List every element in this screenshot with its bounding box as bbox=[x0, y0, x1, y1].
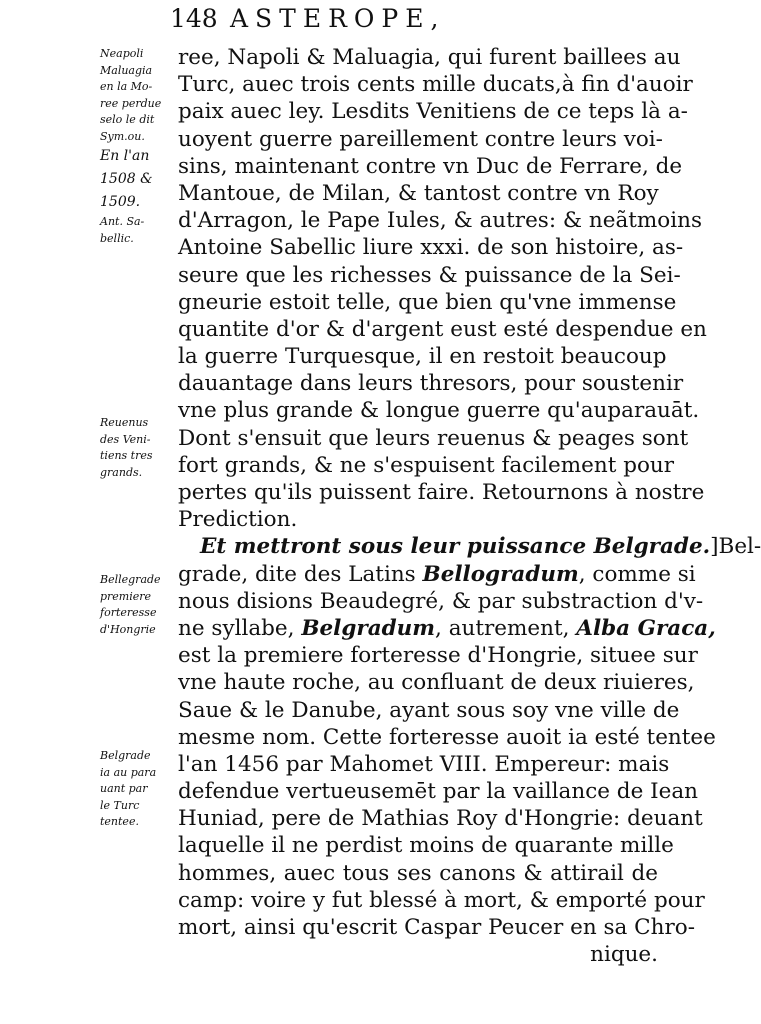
text-line: vne haute roche, au confluant de deux riuieres, bbox=[178, 670, 695, 696]
margin-line: grands. bbox=[100, 465, 143, 479]
text-line: fort grands, & ne s'espuisent facilement pour bbox=[178, 452, 675, 478]
body-text bbox=[178, 44, 761, 968]
text-line: est la premiere forteresse d'Hongrie, situee sur bbox=[178, 643, 698, 669]
margin-line: en la Mo- bbox=[100, 80, 153, 93]
margin-line: Reuenus bbox=[100, 416, 149, 429]
margin-line: tiens tres bbox=[100, 449, 153, 462]
text-line: la guerre Turquesque, il en restoit beaucoup bbox=[178, 344, 667, 370]
margin-line: En l'an bbox=[100, 148, 150, 164]
margin-line: d'Hongrie bbox=[100, 622, 156, 636]
latin-term: Bellogradum bbox=[422, 561, 579, 587]
margin-note-revenues bbox=[100, 415, 180, 481]
latin-term: Alba Graca, bbox=[576, 615, 716, 641]
margin-line: ree perdue bbox=[100, 96, 162, 110]
text-line: vne plus grande & longue guerre qu'auparauāt. bbox=[178, 398, 700, 424]
margin-line: Maluagia bbox=[100, 63, 153, 77]
margin-line: 1508 & bbox=[100, 171, 153, 187]
text-line: gneurie estoit telle, que bien qu'vne immense bbox=[178, 289, 677, 315]
margin-line: ia au para bbox=[100, 765, 157, 779]
text-line: paix auec ley. Lesdits Venitiens de ce teps là a- bbox=[178, 99, 688, 125]
text-line bbox=[178, 615, 716, 642]
page-header bbox=[170, 4, 670, 38]
text-line: Turc, auec trois cents mille ducats,à fin d'auoir bbox=[178, 72, 693, 98]
text-line: Antoine Sabellic liure xxxi. de son histoire, as- bbox=[178, 235, 684, 261]
page-number: 148 bbox=[170, 4, 218, 33]
margin-line: premiere bbox=[100, 589, 152, 603]
text-line: camp: voire y fut blessé à mort, & emporté pour bbox=[178, 887, 705, 913]
margin-line: des Veni- bbox=[100, 432, 151, 446]
text-line: mesme nom. Cette forteresse auoit ia esté tentee bbox=[178, 724, 716, 750]
section-lemma: Et mettront sous leur puissance Belgrade. bbox=[200, 534, 711, 560]
text-line: Saue & le Danube, ayant sous soy vne ville de bbox=[178, 697, 680, 723]
text-fragment: , comme si bbox=[578, 561, 696, 587]
text-line: laquelle il ne perdist moins de quarante mille bbox=[178, 833, 674, 859]
margin-line: uant par bbox=[100, 782, 148, 795]
text-line: d'Arragon, le Pape Iules, & autres: & neãtmoins bbox=[178, 208, 702, 234]
text-fragment: , autrement, bbox=[435, 615, 577, 641]
margin-line: tentee. bbox=[100, 815, 139, 828]
text-line: pertes qu'ils puissent faire. Retournons à nostre bbox=[178, 480, 705, 505]
text-line: defendue vertueusemēt par la vaillance de Iean bbox=[178, 779, 699, 805]
text-line: ree, Napoli & Maluagia, qui furent baillees au bbox=[178, 45, 681, 70]
text-line: l'an 1456 par Mahomet VIII. Empereur: mais bbox=[178, 751, 670, 777]
margin-line: Belgrade bbox=[100, 749, 151, 762]
text-line: quantite d'or & d'argent eust esté despendue en bbox=[178, 316, 707, 342]
margin-note-naples bbox=[100, 46, 180, 247]
text-line: nique. bbox=[590, 942, 658, 968]
text-fragment: grade, dite des Latins bbox=[178, 561, 423, 587]
margin-note-belgrade-attempt bbox=[100, 748, 180, 831]
text-line: Huniad, pere de Mathias Roy d'Hongrie: deuant bbox=[178, 806, 703, 832]
text-line: dauantage dans leurs thresors, pour soustenir bbox=[178, 371, 684, 397]
text-line: sins, maintenant contre vn Duc de Ferrare, de bbox=[178, 153, 683, 179]
text-line bbox=[178, 533, 761, 560]
margin-note-belgrade-fortress bbox=[100, 572, 180, 638]
text-fragment: ne syllabe, bbox=[178, 615, 302, 641]
margin-line: Neapoli bbox=[100, 47, 144, 60]
latin-term: Belgradum bbox=[301, 615, 436, 641]
text-line: hommes, auec tous ses canons & attirail de bbox=[178, 860, 658, 886]
text-line: nous disions Beaudegré, & par substraction d'v- bbox=[178, 588, 704, 614]
margin-line: bellic. bbox=[100, 231, 134, 245]
margin-line: le Turc bbox=[100, 798, 140, 812]
text-fragment: ]Bel- bbox=[710, 534, 761, 560]
text-line bbox=[178, 561, 696, 588]
margin-line: Bellegrade bbox=[100, 573, 161, 586]
text-line: uoyent guerre pareillement contre leurs voi- bbox=[178, 126, 663, 152]
text-line: mort, ainsi qu'escrit Caspar Peucer en sa Chro- bbox=[178, 915, 695, 940]
text-line: Prediction. bbox=[178, 507, 298, 533]
running-title: ASTEROPE, bbox=[230, 4, 446, 33]
margin-line: forteresse bbox=[100, 606, 157, 619]
margin-line: 1509. bbox=[100, 194, 141, 210]
text-line: Mantoue, de Milan, & tantost contre vn Roy bbox=[178, 180, 659, 206]
margin-line: selo le dit bbox=[100, 113, 155, 126]
margin-line: Sym.ou. bbox=[100, 129, 145, 143]
margin-line: Ant. Sa- bbox=[100, 215, 145, 228]
text-line: Dont s'ensuit que leurs reuenus & peages sont bbox=[178, 425, 689, 451]
text-line: seure que les richesses & puissance de la Sei- bbox=[178, 262, 681, 288]
